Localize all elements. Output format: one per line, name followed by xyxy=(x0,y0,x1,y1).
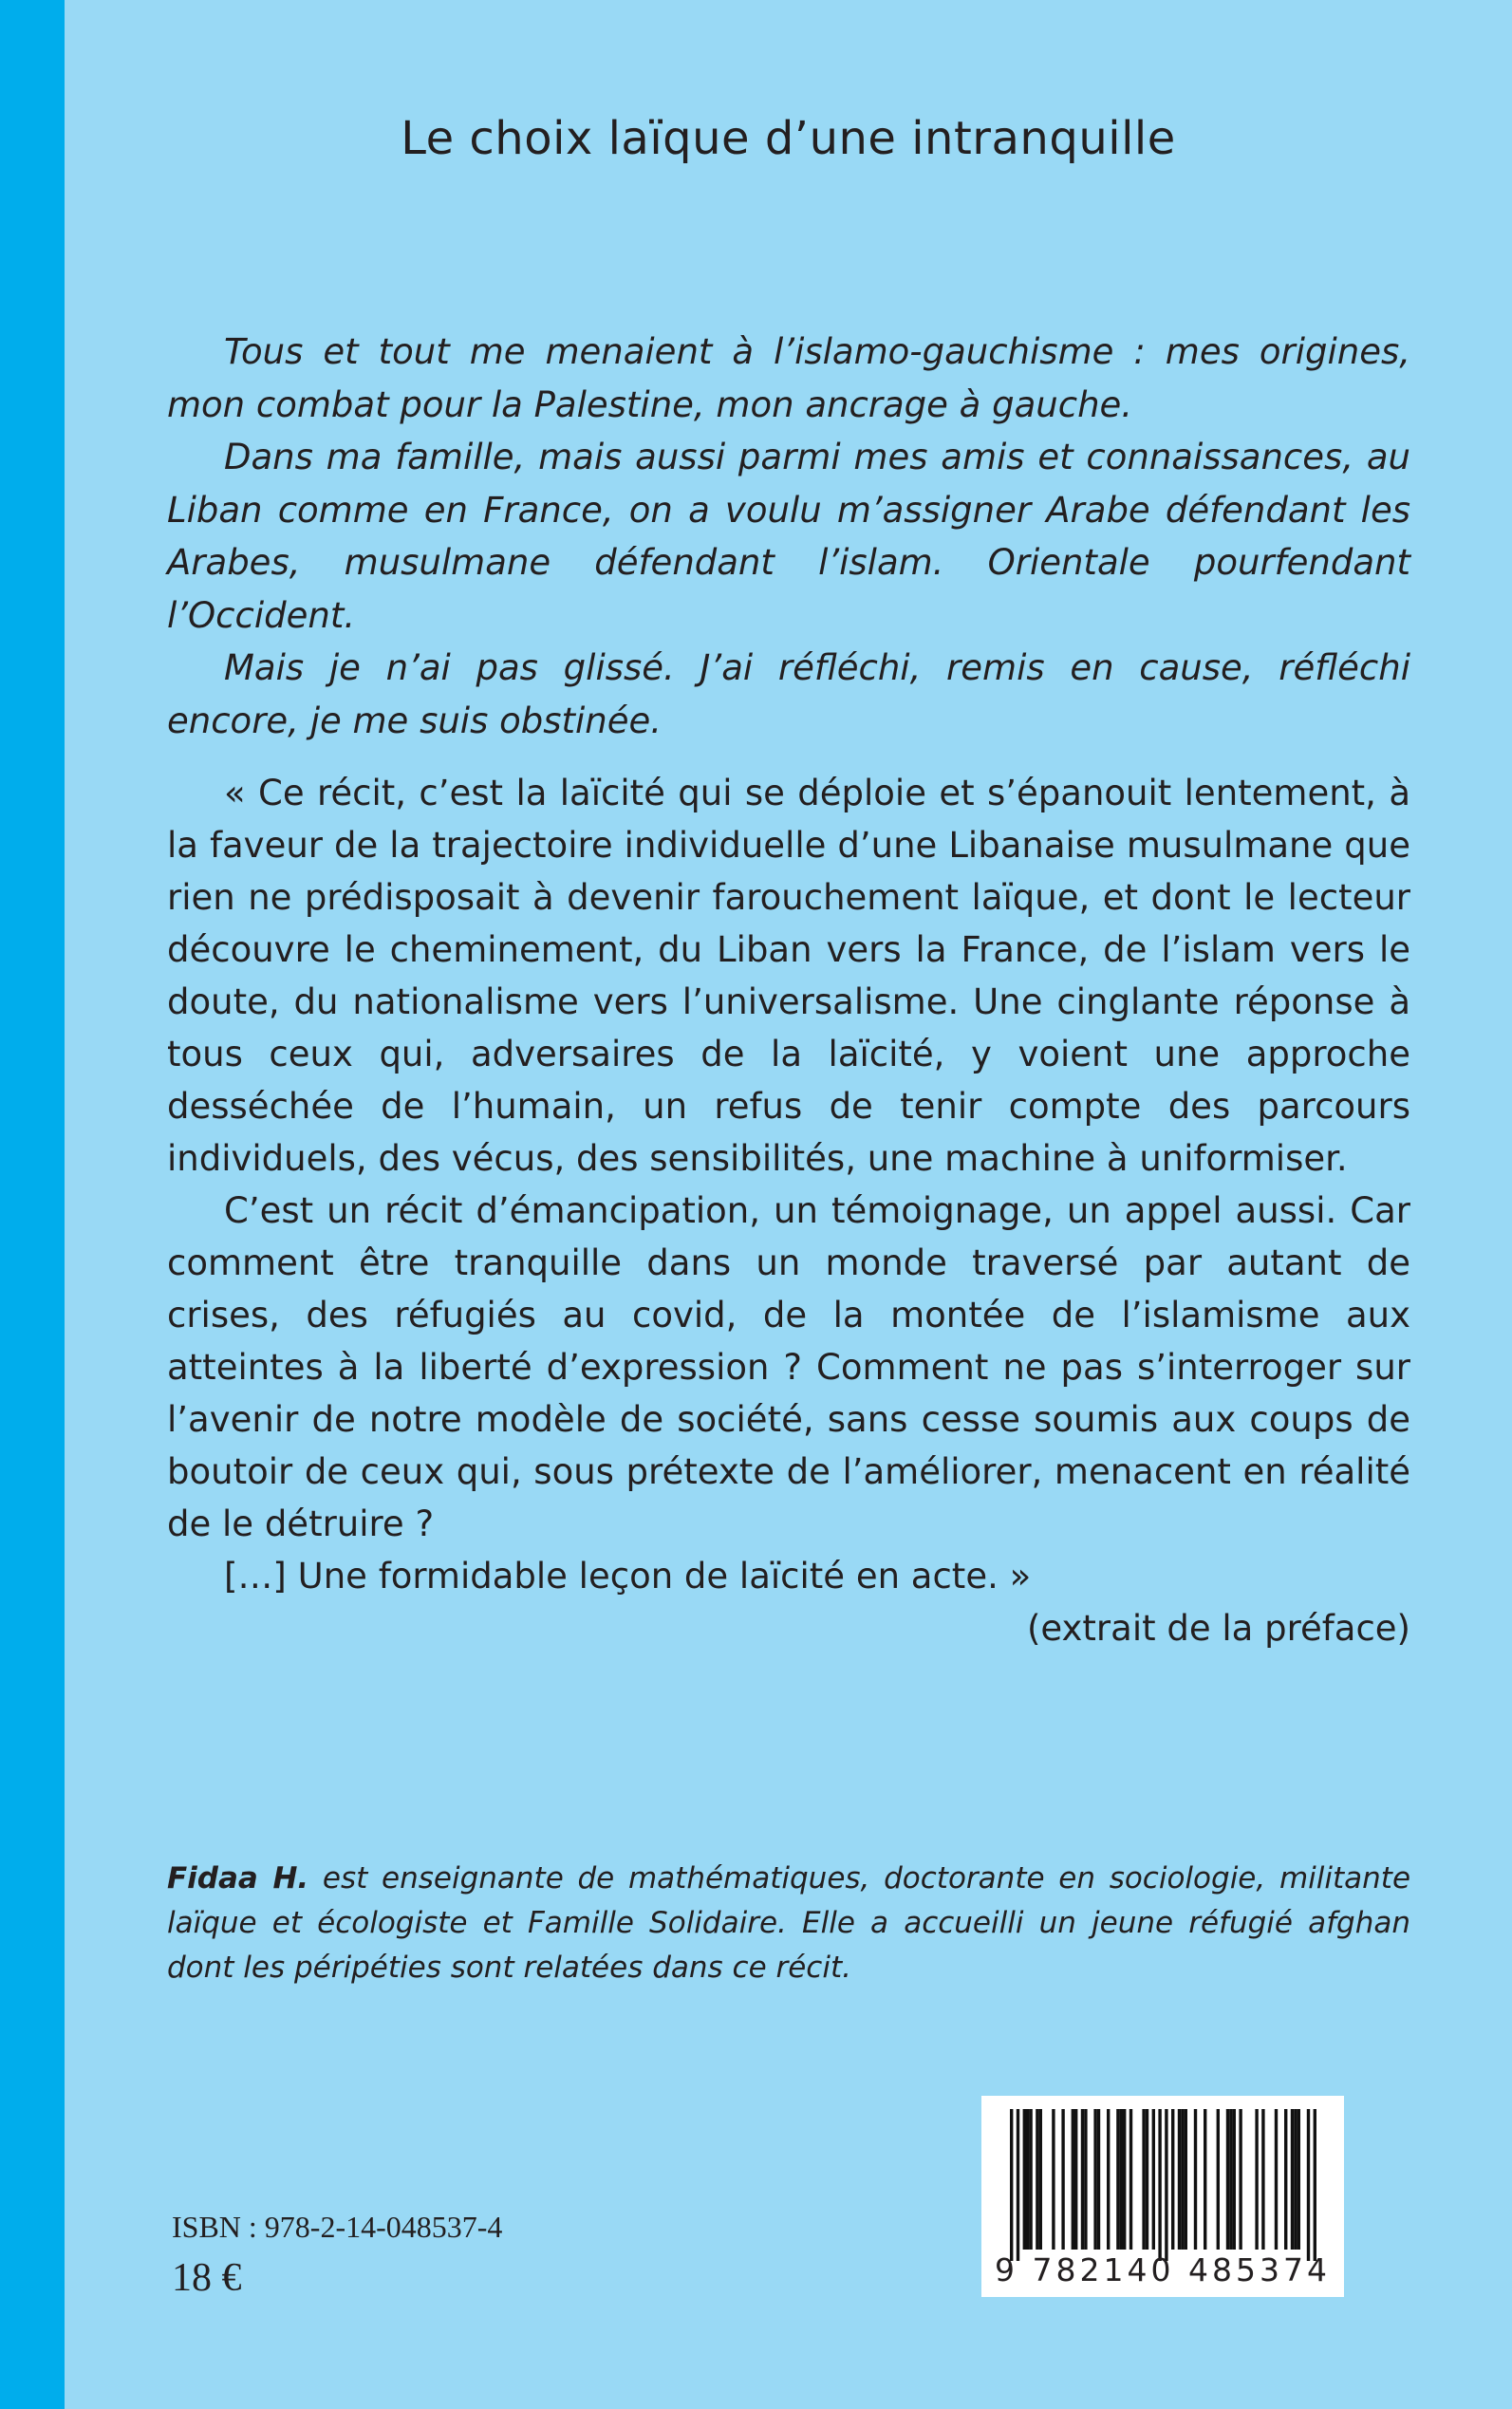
barcode-bar xyxy=(1072,2109,1074,2250)
price-label: 18 € xyxy=(172,2256,242,2300)
barcode-bar xyxy=(1165,2109,1167,2261)
isbn-label: ISBN : 978-2-14-048537-4 xyxy=(172,2210,503,2244)
barcode-bar xyxy=(1158,2109,1161,2261)
quote-paragraph: « Ce récit, c’est la laïcité qui se déploie et s’épanouit lentement, à la faveur de la trajectoire individuelle d’une Libanaise musulmane que rien ne prédisposait à devenir farouchement laïque, et dont le lecteur découvre le cheminement, du Liban vers la France, de l’islam vers le doute, du nationalisme vers l’universalisme. Une cinglante réponse à tous ceux qui, adversaires de la laïcité, y voient une approche desséchée de l’humain, un refus de tenir compte des parcours individuels, des vécus, des sensibilités, une machine à uniformiser. xyxy=(167,773,1410,1179)
author-bio xyxy=(167,1857,1410,1990)
barcode-bar xyxy=(1217,2109,1220,2250)
intro-paragraph: Tous et tout me menaient à l’islamo-gauchisme : mes origines, mon combat pour la Palestine, mon ancrage à gauche. xyxy=(167,331,1410,425)
barcode-bar xyxy=(1294,2109,1297,2250)
barcode-bar xyxy=(1284,2109,1287,2250)
barcode-bar xyxy=(1239,2109,1241,2250)
barcode-bar xyxy=(1171,2109,1174,2250)
barcode-bar xyxy=(1181,2109,1184,2250)
barcode-bar xyxy=(1084,2109,1087,2250)
barcode-bar xyxy=(1081,2109,1084,2250)
barcode-bar xyxy=(1291,2109,1294,2250)
barcode-bar xyxy=(1261,2109,1264,2250)
barcode-bar xyxy=(1233,2109,1236,2250)
barcode-bar xyxy=(1185,2109,1187,2250)
barcode-bar xyxy=(1178,2109,1181,2250)
barcode-bar xyxy=(1097,2109,1100,2250)
quote-paragraph: C’est un récit d’émancipation, un témoignage, un appel aussi. Car comment être tranquille dans un monde traversé par autant de crises, des réfugiés au covid, de la montée de l’islamisme aux atteintes à la liberté d’expression ? Comment ne pas s’interroger sur l’avenir de notre modèle de société, sans cesse soumis aux coups de boutoir de ceux qui, sous prétexte de l’améliorer, menacent en réalité de le détruire ? xyxy=(167,1190,1410,1544)
barcode-bar xyxy=(1017,2109,1019,2261)
barcode-bar xyxy=(1314,2109,1316,2261)
barcode-bar xyxy=(1116,2109,1119,2250)
intro-paragraph: Dans ma famille, mais aussi parmi mes amis et connaissances, au Liban comme en France, on a voulu m’assigner Arabe défendant les Arabes, musulmane défendant l’islam. Orientale pourfendant l’Occident. xyxy=(167,437,1410,636)
barcode-bar xyxy=(1120,2109,1123,2250)
barcode-bar xyxy=(1026,2109,1029,2250)
intro-excerpt xyxy=(167,326,1410,747)
barcode-bar xyxy=(1275,2109,1278,2250)
barcode-bar xyxy=(1229,2109,1232,2250)
barcode-bar xyxy=(1061,2109,1064,2250)
barcode-bar xyxy=(1010,2109,1013,2261)
intro-paragraph: Mais je n’ai pas glissé. J’ai réfléchi, remis en cause, réfléchi encore, je me suis obstinée. xyxy=(167,647,1410,741)
barcode-bar xyxy=(1142,2109,1145,2250)
author-name: Fidaa H. xyxy=(167,1861,309,1895)
spine-band xyxy=(0,0,65,2409)
barcode-bar xyxy=(1052,2109,1055,2250)
barcode-bar xyxy=(1255,2109,1258,2250)
barcode-bar xyxy=(1039,2109,1042,2250)
barcode-bar xyxy=(1123,2109,1126,2250)
back-cover xyxy=(65,0,1512,2409)
barcode-bar xyxy=(1023,2109,1026,2250)
barcode xyxy=(981,2096,1344,2297)
author-bio-text: est enseignante de mathématiques, doctorante en sociologie, militante laïque et écologiste et Famille Solidaire. Elle a accueilli un jeune réfugié afghan dont les péripéties sont relatées dans ce récit. xyxy=(167,1861,1411,1985)
barcode-bar xyxy=(1297,2109,1300,2250)
barcode-bar xyxy=(1093,2109,1096,2250)
barcode-bar xyxy=(1146,2109,1148,2250)
quote-paragraph: […] Une formidable leçon de laïcité en acte. » xyxy=(224,1556,1032,1597)
barcode-bar xyxy=(1307,2109,1310,2261)
barcode-bar xyxy=(1036,2109,1038,2250)
quote-source: (extrait de la préface) xyxy=(1026,1608,1410,1649)
barcode-digits: 9 782140 485374 xyxy=(995,2251,1331,2288)
barcode-bar xyxy=(1152,2109,1155,2250)
barcode-bar xyxy=(1194,2109,1197,2250)
barcode-bar xyxy=(1107,2109,1110,2250)
barcode-bar xyxy=(1029,2109,1032,2250)
barcode-bar xyxy=(1226,2109,1229,2250)
barcode-bar xyxy=(1074,2109,1077,2250)
preface-quote xyxy=(167,767,1410,1654)
book-title: Le choix laïque d’une intranquille xyxy=(401,112,1176,165)
barcode-bar xyxy=(1129,2109,1132,2250)
barcode-bar xyxy=(1204,2109,1206,2250)
